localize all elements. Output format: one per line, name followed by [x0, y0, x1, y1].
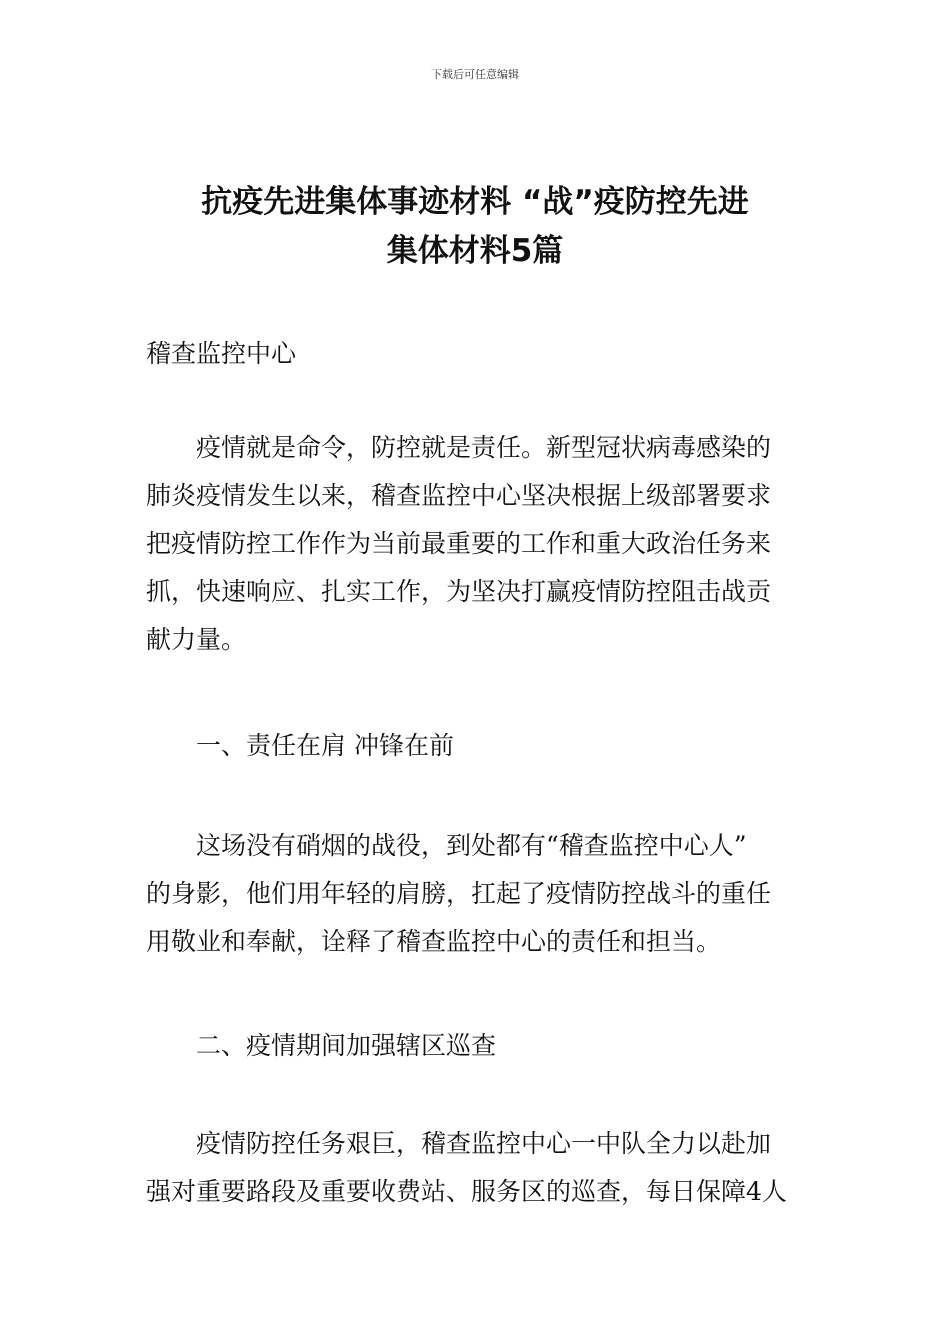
paragraph-line: 疫情防控任务艰巨，稽查监控中心一中队全力以赴加	[196, 1129, 772, 1158]
paragraph-section-1	[146, 822, 811, 966]
section-heading-1: 一、责任在肩 冲锋在前	[196, 731, 454, 760]
paragraph-line: 把疫情防控工作作为当前最重要的工作和重大政治任务来	[146, 529, 772, 558]
title-line: 抗疫先进集体事迹材料 “战”疫防控先进	[201, 184, 749, 220]
paragraph-line: 抓，快速响应、扎实工作，为坚决打赢疫情防控阻击战贡	[146, 577, 772, 606]
paragraph-section-2	[146, 1120, 811, 1216]
paragraph-line: 献力量。	[146, 625, 247, 654]
document-title	[120, 178, 830, 276]
paragraph-line: 强对重要路段及重要收费站、服务区的巡查，每日保障4人	[146, 1177, 787, 1206]
paragraph-intro	[146, 424, 811, 664]
header-note: 下载后可任意编辑	[431, 68, 519, 81]
organization-name: 稽查监控中心	[146, 339, 297, 368]
paragraph-line: 疫情就是命令，防控就是责任。新型冠状病毒感染的	[196, 433, 772, 462]
section-heading-2: 二、疫情期间加强辖区巡查	[196, 1031, 497, 1060]
paragraph-line: 的身影，他们用年轻的肩膀，扛起了疫情防控战斗的重任	[146, 879, 772, 908]
title-line: 集体材料5篇	[386, 233, 564, 269]
paragraph-line: 用敬业和奉献，诠释了稽查监控中心的责任和担当。	[146, 927, 722, 956]
paragraph-line: 肺炎疫情发生以来，稽查监控中心坚决根据上级部署要求	[146, 481, 772, 510]
paragraph-line: 这场没有硝烟的战役，到处都有“稽查监控中心人”	[196, 831, 747, 860]
